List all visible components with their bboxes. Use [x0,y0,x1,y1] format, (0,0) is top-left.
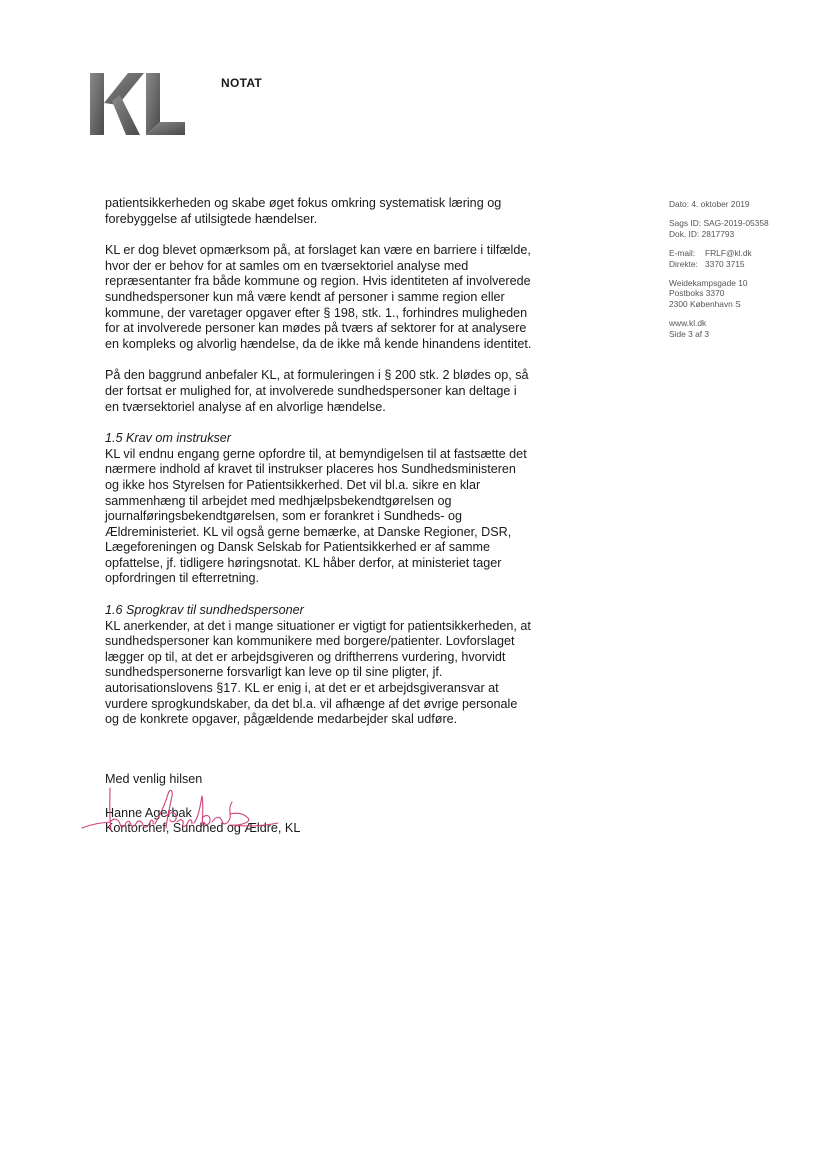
doc-id: Dok. ID: 2817793 [669,228,735,239]
address-line-2: Postboks 3370 [669,288,725,299]
handwritten-signature [80,778,280,838]
logo-k-lower-arm [112,95,140,135]
signer-title: Kontorchef, Sundhed og Ældre, KL [105,821,301,836]
paragraph-3: På den baggrund anbefaler KL, at formuleringen i § 200 stk. 2 blødes op, så der fortsat er mulighed for, at involverede sundhedspersoner kan deltage i en tværsektoriel analyse af en alvorlige hændelse. [105,368,529,414]
signer-name: Hanne Agerbak [105,805,192,820]
section-1-5-text: KL vil endnu engang gerne opfordre til, at bemyndigelsen til at fastsætte det nærmere indhold af kravet til instrukser placeres hos Sundhedsministeren og ikke hos Styrelsen for Patientsikkerhed. Det vil bl.a. sikre en klar sammenhæng til arbejdet med medhjælpsbekendtgørelsen og journalføringsbekendtgørelsen, som er forankret i Sundheds- og Ældreministeriet. KL vil også gerne bemærke, at Danske Regioner, DSR, Lægeforeningen og Dansk Selskab for Patientsikkerhed er af samme opfattelse, jf. tidligere høringsnotat. KL håber derfor, at ministeriet tager opfordringen til efterretning. [105,446,527,586]
address-line-3: 2300 København S [669,298,741,309]
email-line [669,248,809,258]
direct-value: 3370 3715 [705,258,745,269]
section-1-6 [105,603,575,728]
kl-logo [90,73,185,135]
website: www.kl.dk [669,318,707,329]
email-value: FRLF@kl.dk [705,248,752,259]
logo-k-stem [90,73,104,135]
case-id: Sags ID: SAG-2019-05358 [669,218,769,229]
document-type: NOTAT [221,76,263,90]
closing-greeting: Med venlig hilsen [105,772,203,786]
direct-label: Direkte: [669,258,698,269]
email-label: E-mail: [669,248,696,259]
address-group [669,278,809,309]
section-1-5 [105,431,575,587]
page-number: Side 3 af 3 [669,328,710,339]
date: Dato: 4. oktober 2019 [669,199,750,209]
contact-group [669,248,809,269]
section-1-5-heading: 1.5 Krav om instrukser [105,431,231,446]
web-group [669,318,809,339]
logo-k-upper-arm [104,73,144,105]
section-1-6-heading: 1.6 Sprogkrav til sundhedspersoner [105,603,304,618]
direct-line [669,259,809,269]
ids-group [669,218,809,239]
paragraph-1: patientsikkerheden og skabe øget fokus omkring systematisk læring og forebyggelse af utilsigtede hændelser. [105,196,502,226]
letter-body [105,196,575,744]
date-group [669,199,809,209]
paragraph-2: KL er dog blevet opmærksom på, at forslaget kan være en barriere i tilfælde, hvor der er behov for at samles om en tværsektoriel analyse med repræsentanter fra både kommune og region. Hvis identiteten af involverede sundhedspersoner kun må være kendt af personer i samme region eller kommune, der varetager opgaver efter § 198, stk. 1., forhindres muligheden for at involverede personer kan mødes på tværs af sektorer for at analysere en kompleks og alvorlig hændelse, da de ikke må kende hinandens identitet. [105,243,532,351]
sidebar-metadata [669,199,809,348]
address-line-1: Weidekampsgade 10 [669,278,748,289]
section-1-6-text: KL anerkender, at det i mange situationer er vigtigt for patientsikkerheden, at sundhedspersoner kan kommunikere med borgere/patienter. Lovforslaget lægger op til, at det er arbejdsgiveren og driftherrens vurdering, hvorvidt sundhedspersonerne forsvarligt kan leve op til sine pligter, jf. autorisationslovens §17. KL er enig i, at det er et arbejdsgiveransvar at vurdere sprogkundskaber, da det bl.a. vil afhænge af det øvrige personale og de konkrete opgaver, pågældende medarbejder skal udføre. [105,618,531,727]
